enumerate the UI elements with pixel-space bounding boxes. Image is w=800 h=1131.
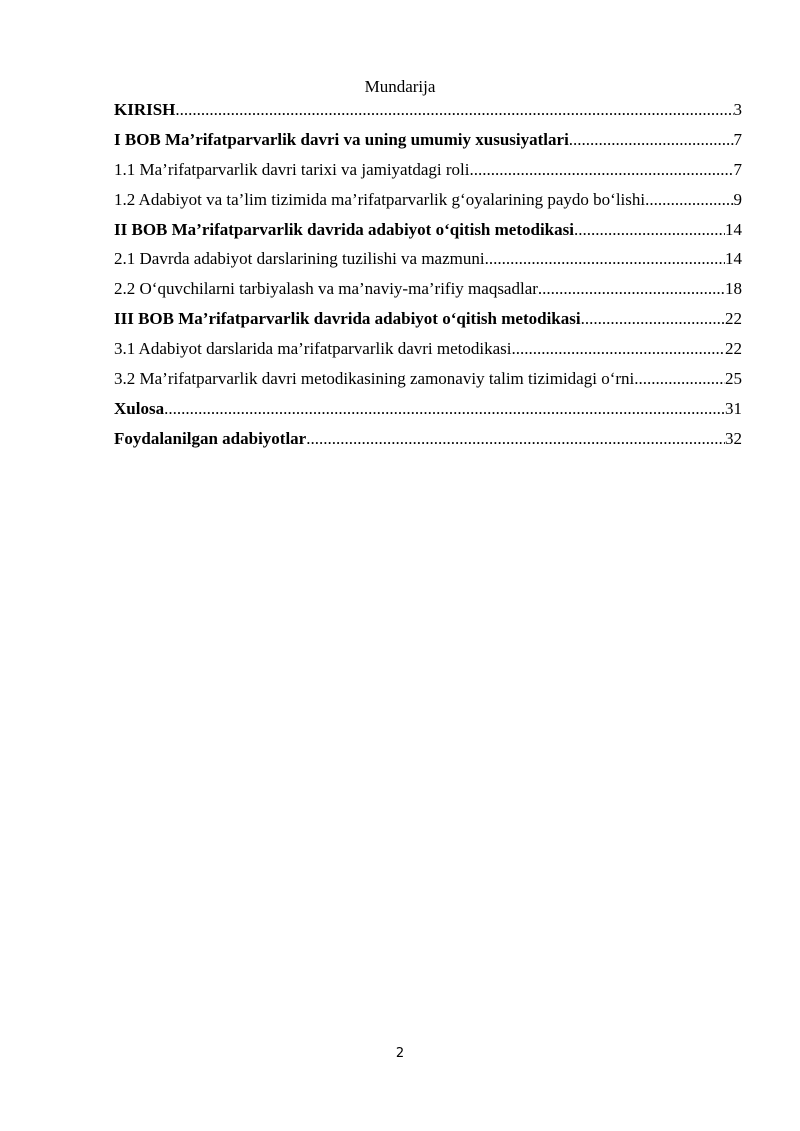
toc-entry-title: 1.2 Adabiyot va ta’lim tizimida ma’rifatparvarlik g‘oyalarining paydo bo‘lishi	[114, 189, 646, 209]
toc-entry-title: 3.1 Adabiyot darslarida ma’rifatparvarlik davri metodikasi	[114, 339, 512, 359]
toc-entry-page: 18	[725, 279, 742, 299]
toc-entry-page: 22	[725, 339, 742, 359]
toc-entry[interactable]	[114, 278, 742, 308]
toc-entry-page: 25	[725, 369, 742, 389]
toc-entry-title: Foydalanilgan adabiyotlar	[114, 428, 307, 448]
toc-dot-leader	[569, 129, 734, 151]
toc-entry-page: 7	[733, 129, 742, 149]
toc-dot-leader	[485, 248, 725, 270]
toc-dot-leader	[581, 308, 725, 330]
toc-entry[interactable]	[114, 338, 742, 368]
toc-dot-leader	[538, 278, 725, 300]
toc-entry-page: 14	[725, 219, 742, 239]
toc-entry[interactable]	[114, 428, 742, 458]
toc-dot-leader	[469, 159, 733, 181]
toc-entry[interactable]	[114, 308, 742, 338]
toc-dot-leader	[634, 368, 725, 390]
toc-entry[interactable]	[114, 189, 742, 219]
toc-entry[interactable]	[114, 398, 742, 428]
toc-entry-page: 22	[725, 309, 742, 329]
toc-dot-leader	[164, 398, 725, 420]
toc-dot-leader	[645, 189, 733, 211]
toc-entry-title: 2.1 Davrda adabiyot darslarining tuzilishi va mazmuni	[114, 249, 485, 269]
toc-entry-page: 31	[725, 398, 742, 418]
toc-entry[interactable]	[114, 99, 742, 129]
page-number: 2	[395, 1046, 405, 1061]
toc-entry-title: 2.2 O‘quvchilarni tarbiyalash va ma’naviy-ma’rifiy maqsadlar	[114, 279, 538, 299]
toc-entry-title: I BOB Ma’rifatparvarlik davri va uning umumiy xususiyatlari	[114, 129, 569, 149]
toc-entry[interactable]	[114, 129, 742, 159]
toc-entry-page: 3	[733, 100, 742, 119]
toc-entry[interactable]	[114, 219, 742, 249]
toc-entry-title: II BOB Ma’rifatparvarlik davrida adabiyot o‘qitish metodikasi	[114, 219, 574, 239]
toc-entry-title: 1.1 Ma’rifatparvarlik davri tarixi va jamiyatdagi roli	[114, 159, 470, 179]
toc-dot-leader	[511, 338, 725, 360]
toc-entry[interactable]	[114, 248, 742, 278]
toc-entry-page: 32	[725, 428, 742, 448]
toc-heading: Mundarija	[364, 77, 436, 96]
toc-entry-title: 3.2 Ma’rifatparvarlik davri metodikasining zamonaviy talim tizimidagi o‘rni	[114, 369, 635, 389]
toc-entry[interactable]	[114, 159, 742, 189]
toc-entry[interactable]	[114, 368, 742, 398]
toc-dot-leader	[574, 219, 725, 241]
toc-entry-page: 14	[725, 249, 742, 269]
table-of-contents	[114, 99, 742, 458]
toc-dot-leader	[175, 99, 733, 121]
toc-entry-page: 7	[733, 159, 742, 179]
toc-entry-title: III BOB Ma’rifatparvarlik davrida adabiyot o‘qitish metodikasi	[114, 309, 581, 329]
toc-entry-page: 9	[733, 189, 742, 209]
toc-entry-title: Xulosa	[114, 398, 165, 418]
toc-entry-title: KIRISH	[114, 100, 176, 119]
toc-dot-leader	[306, 428, 725, 450]
